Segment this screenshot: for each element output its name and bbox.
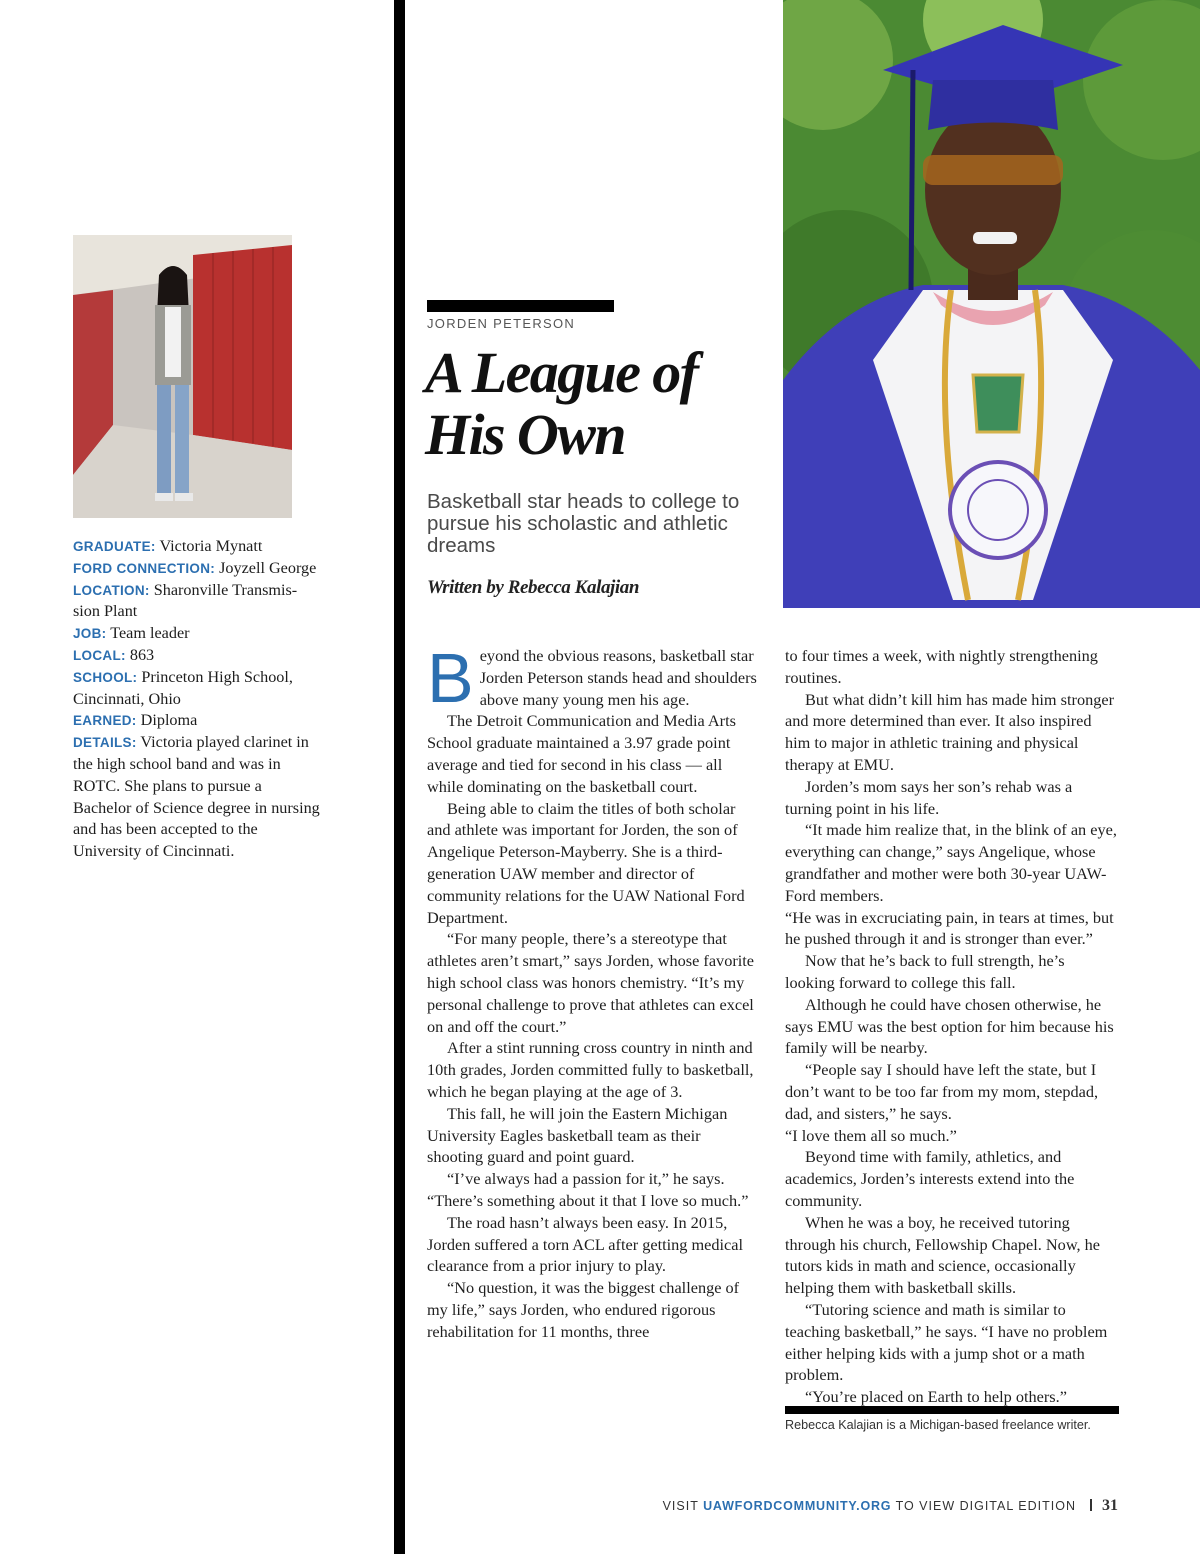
kicker-rule — [427, 300, 614, 312]
footer-edition-text: TO VIEW DIGITAL EDITION — [891, 1499, 1076, 1513]
paragraph: When he was a boy, he received tutoring through his church, Fellowship Chapel. Now, he tutors kids in math and science, occasionally helping them with basketball skills. — [785, 1212, 1101, 1298]
paragraph: Being able to claim the titles of both scholar and athlete was important for Jorden, the son of Angelique Peterson-Mayberry. She is a third-generation UAW member and director of community relations for the UAW National Ford Department. — [427, 798, 745, 927]
hero-photo-jorden — [783, 0, 1200, 608]
profile-school: SCHOOL: Princeton High School, Cincinnati, Ohio — [73, 667, 293, 708]
paragraph: Beyond time with family, athletics, and academics, Jorden’s interests extend into the community. — [785, 1147, 1075, 1210]
paragraph: “People say I should have left the state, but I don’t want to be too far from my mom, stepdad, dad, and sisters,” he says. — [785, 1060, 1099, 1123]
profile-details: DETAILS: Victoria played clarinet in the high school band and was in ROTC. She plans to pursue a Bachelor of Science degree in nursing and has been accepted to the University of Cincinnati. — [73, 733, 320, 861]
profile-earned: EARNED: Diploma — [73, 711, 198, 730]
paragraph: “Tutoring science and math is similar to teaching basketball,” he says. “I have no problem either helping kids with a jump shot or a math problem. — [785, 1299, 1108, 1385]
paragraph: “I love them all so much.” — [785, 1125, 957, 1145]
drop-cap: B — [427, 639, 474, 717]
profile-graduate: GRADUATE: Victoria Mynatt — [73, 537, 263, 555]
paragraph: The Detroit Communication and Media Arts School graduate maintained a 3.97 grade point average and tied for second in his class — all while dominating on the basketball court. — [427, 711, 736, 796]
headline-line-1: A League of — [425, 340, 698, 405]
footer-url-link[interactable]: UAWFORDCOMMUNITY.ORG — [703, 1499, 892, 1513]
paragraph: Now that he’s back to full strength, he’s looking forward to college this fall. — [785, 951, 1065, 992]
profile-local: LOCAL: 863 — [73, 645, 155, 664]
article-body-column-2 — [785, 645, 1117, 1408]
page-number: 31 — [1102, 1497, 1118, 1514]
paragraph: “It made him realize that, in the blink of an eye, everything can change,” says Angelique, whose grandfather and mother were both 30-year UAW-Ford members. — [785, 820, 1117, 905]
article-kicker: JORDEN PETERSON — [427, 316, 576, 331]
graduate-profile — [73, 536, 321, 863]
paragraph: “For many people, there’s a stereotype that athletes aren’t smart,” says Jorden, whose favorite high school class was honors chemistry. “It’s my personal challenge to prove that athletes can excel on and off the court.” — [427, 929, 755, 1036]
paragraph: “You’re placed on Earth to help others.” — [805, 1387, 1067, 1407]
page-footer — [663, 1497, 1118, 1515]
article-byline: Written by Rebecca Kalajian — [427, 577, 640, 598]
article-body-column-1 — [427, 639, 759, 1343]
paragraph: Jorden’s mom says her son’s rehab was a turning point in his life. — [785, 776, 1073, 818]
footer-separator — [1090, 1499, 1092, 1511]
paragraph: “I’ve always had a passion for it,” he says. “There’s something about it that I love so much.” — [427, 1169, 749, 1210]
end-rule — [785, 1406, 1119, 1414]
paragraph: The road hasn’t always been easy. In 2015, Jorden suffered a torn ACL after getting medical clearance from a prior injury to play. — [427, 1212, 744, 1276]
profile-location: LOCATION: Sharonville Transmis-sion Plant — [73, 580, 298, 621]
profile-job: JOB: Team leader — [73, 624, 190, 643]
paragraph: Beyond the obvious reasons, basketball star Jorden Peterson stands head and shoulders above many young men his age. — [427, 639, 757, 717]
paragraph: Although he could have chosen otherwise, he says EMU was the best option for him because his family will be nearby. — [785, 994, 1114, 1058]
graduate-photo-victoria — [73, 235, 292, 518]
paragraph: After a stint running cross country in ninth and 10th grades, Jorden committed fully to basketball, which he began playing at the age of 3. — [427, 1038, 754, 1101]
article-subhead: Basketball star heads to college to pursue his scholastic and athletic dreams — [427, 490, 740, 557]
paragraph: “He was in excruciating pain, in tears at times, but he pushed through it and is stronger than ever.” — [785, 907, 1114, 949]
headline-line-2: His Own — [425, 402, 625, 467]
profile-ford-connection: FORD CONNECTION: Joyzell George — [73, 558, 317, 577]
vertical-divider — [394, 0, 405, 1554]
footer-visit-text: VISIT — [662, 1499, 704, 1513]
paragraph: “No question, it was the biggest challenge of my life,” says Jorden, who endured rigorous rehabilitation for 11 months, three — [427, 1278, 740, 1341]
author-bio: Rebecca Kalajian is a Michigan-based freelance writer. — [785, 1418, 1091, 1432]
paragraph: But what didn’t kill him has made him stronger and more determined than ever. It also inspired him to major in athletic training and physical therapy at EMU. — [785, 689, 1115, 774]
article-headline — [425, 342, 775, 466]
paragraph-continued: to four times a week, with nightly strengthening routines. — [785, 646, 1098, 687]
paragraph: This fall, he will join the Eastern Michigan University Eagles basketball team as their shooting guard and point guard. — [427, 1103, 728, 1167]
